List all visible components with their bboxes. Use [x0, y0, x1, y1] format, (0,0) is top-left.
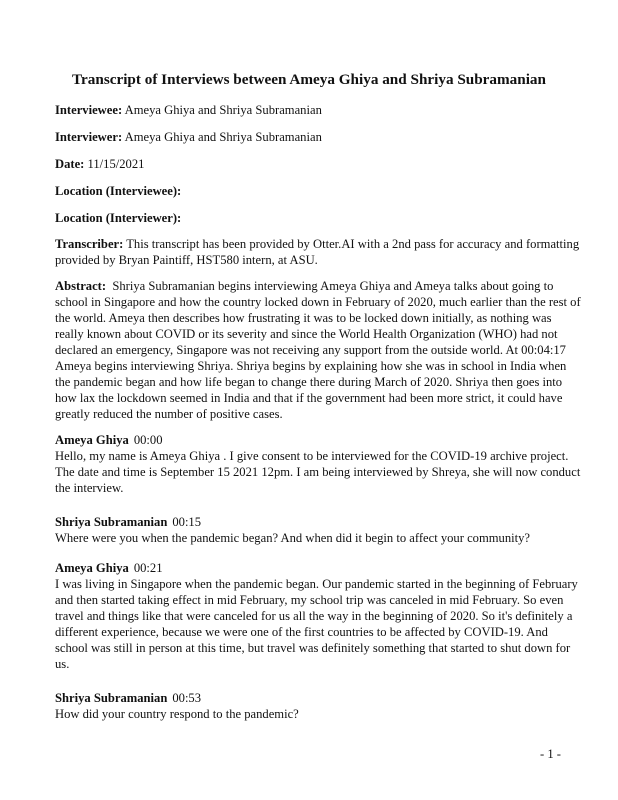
turn-line: the interview. — [55, 481, 124, 495]
timestamp: 00:00 — [133, 433, 163, 447]
location-interviewee-field — [55, 183, 181, 199]
abstract-line: school in Singapore and how the country locked down in February of 2020, much earlier than the rest of — [55, 295, 581, 309]
transcriber-line: Transcriber: This transcript has been provided by Otter.AI with a 2nd pass for accuracy and formatting — [55, 237, 580, 251]
transcript-turn — [55, 690, 299, 722]
speaker-header — [55, 690, 299, 706]
field-value: Ameya Ghiya and Shriya Subramanian — [124, 103, 322, 117]
timestamp: 00:53 — [172, 691, 202, 705]
field-value: 11/15/2021 — [87, 157, 145, 171]
turn-line: I was living in Singapore when the pandemic began. Our pandemic started in the beginning of February — [55, 577, 578, 591]
date-field — [55, 156, 144, 172]
turn-line: us. — [55, 657, 70, 671]
abstract-line: how lax the lockdown seemed in India and that if the government had been more strict, it could have — [55, 391, 563, 405]
abstract-line: greatly reduced the number of positive cases. — [55, 407, 283, 421]
document-title: Transcript of Interviews between Ameya Ghiya and Shriya Subramanian — [72, 71, 546, 88]
transcriber-section — [55, 236, 579, 268]
transcript-turn — [55, 432, 580, 496]
speaker-name: Shriya Subramanian — [55, 515, 168, 529]
transcriber-line: provided by Bryan Paintiff, HST580 intern, at ASU. — [55, 253, 318, 267]
turn-line: and then started taking effect in mid February, my school trip was canceled in mid February. So even — [55, 593, 564, 607]
speaker-name: Shriya Subramanian — [55, 691, 168, 705]
field-label: Interviewer: — [55, 130, 123, 144]
field-label: Date: — [55, 157, 85, 171]
field-label: Location (Interviewer): — [55, 211, 182, 225]
location-interviewer-field — [55, 210, 181, 226]
timestamp: 00:15 — [172, 515, 202, 529]
speaker-header — [55, 432, 580, 448]
abstract-section — [55, 278, 581, 422]
interviewee-field — [55, 102, 322, 118]
abstract-line: the pandemic began and how life began to change there during March of 2020. Shriya then goes into — [55, 375, 563, 389]
abstract-line: the world. Ameya then describes how frustrating it was to be locked down initially, as nothing was — [55, 311, 552, 325]
abstract-line: Abstract: Shriya Subramanian begins interviewing Ameya Ghiya and Ameya talks about going to — [55, 279, 554, 293]
transcript-turn — [55, 560, 578, 672]
turn-line: different experience, because we were one of the first countries to be affected by COVID-19. And — [55, 625, 548, 639]
transcriber-label: Transcriber: — [55, 237, 124, 251]
field-label: Location (Interviewee): — [55, 184, 182, 198]
turn-line: How did your country respond to the pandemic? — [55, 707, 299, 721]
transcript-turn — [55, 514, 530, 546]
turn-line: Hello, my name is Ameya Ghiya . I give consent to be interviewed for the COVID-19 archive project. — [55, 449, 569, 463]
speaker-header — [55, 560, 578, 576]
interviewer-field — [55, 129, 322, 145]
speaker-name: Ameya Ghiya — [55, 561, 129, 575]
speaker-header — [55, 514, 530, 530]
turn-line: school was still in person at this time, but travel was definitely something that started to shut down for — [55, 641, 571, 655]
field-value: Ameya Ghiya and Shriya Subramanian — [124, 130, 322, 144]
turn-line: Where were you when the pandemic began? And when did it begin to affect your community? — [55, 531, 531, 545]
field-label: Interviewee: — [55, 103, 123, 117]
turn-line: The date and time is September 15 2021 12pm. I am being interviewed by Shreya, she will now conduct — [55, 465, 581, 479]
abstract-line: Ameya begins interviewing Shriya. Shriya begins by explaining how she was in school in India when — [55, 359, 567, 373]
timestamp: 00:21 — [133, 561, 163, 575]
abstract-label: Abstract: — [55, 279, 107, 293]
turn-line: travel and things like that were canceled for us all the way in the beginning of 2020. So it's definitely a — [55, 609, 573, 623]
abstract-line: really known about COVID or its severity and since the World Health Organization (WHO) had not — [55, 327, 558, 341]
abstract-line: declared an emergency, Singapore was not receiving any support from the outside world. At 00:04:17 — [55, 343, 566, 357]
speaker-name: Ameya Ghiya — [55, 433, 129, 447]
page-number: - 1 - — [540, 747, 561, 761]
